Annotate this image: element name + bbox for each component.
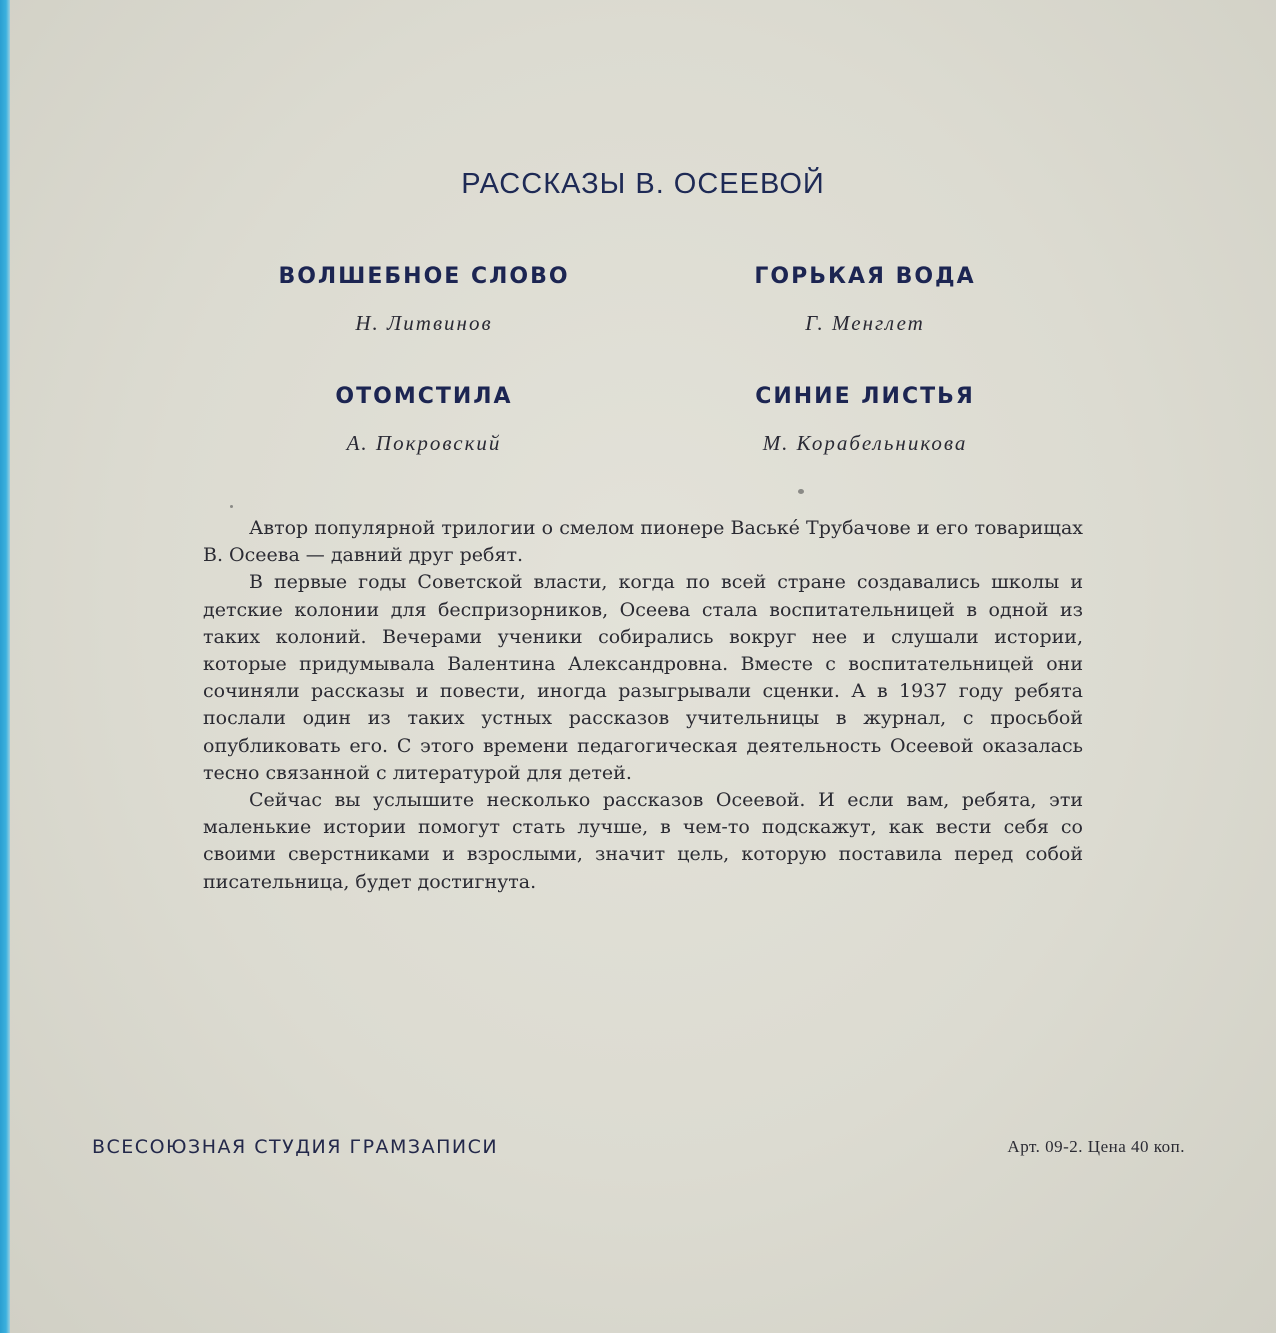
annotation-paragraph: В первые годы Советской власти, когда по всей стране создавались школы и детские колонии для беспризорников, Осеева стала воспитательницей в одной из таких колоний. Вечерами ученики собирались вокруг нее и слушали истории, которые придумывала Валентина Александровна. Вместе с воспитательницей они сочиняли рассказы и повести, иногда разыгрывали сценки. А в 1937 году ребята послали один из таких устных рассказов учительницы в журнал, с просьбой опубликовать его. С этого времени педагогическая деятельность Осеевой оказалась тесно связанной с литературой для детей.	[203, 571, 1083, 784]
story-reader: Г. Менглет	[805, 311, 925, 335]
annotation-paragraph: Сейчас вы услышите несколько рассказов Осеевой. И если вам, ребята, эти маленькие истории помогут стать лучше, в чем-то подскажут, как вести себя со своими сверстниками и взрослыми, значит цель, которую поставила перед собой писательница, будет достигнута.	[203, 789, 1083, 893]
annotation-paragraph: Автор популярной трилогии о смелом пионере Ваське́ Трубачове и его товарищах В. Осеева — давний друг ребят.	[203, 517, 1083, 567]
catalog-price: Арт. 09-2. Цена 40 коп.	[1007, 1137, 1185, 1156]
paper-speck	[798, 489, 804, 494]
story-item	[655, 264, 1075, 336]
story-reader: М. Корабельникова	[762, 431, 968, 455]
story-reader: А. Покровский	[346, 431, 502, 455]
story-reader: Н. Литвинов	[355, 311, 493, 335]
story-title: ОТОМСТИЛА	[335, 384, 513, 409]
paper-speck	[230, 505, 233, 508]
story-title: ГОРЬКАЯ ВОДА	[754, 264, 976, 289]
page-title: РАССКАЗЫ В. ОСЕЕВОЙ	[461, 168, 825, 200]
blue-cover-edge	[0, 0, 10, 1333]
story-title: ВОЛШЕБНОЕ СЛОВО	[278, 264, 570, 289]
story-item	[214, 384, 634, 456]
publisher-name: ВСЕСОЮЗНАЯ СТУДИЯ ГРАМЗАПИСИ	[92, 1136, 499, 1158]
story-item	[214, 264, 634, 336]
annotation-text	[203, 515, 1083, 896]
record-sleeve-back	[10, 0, 1276, 1333]
story-item	[655, 384, 1075, 456]
story-title: СИНИЕ ЛИСТЬЯ	[755, 384, 975, 409]
